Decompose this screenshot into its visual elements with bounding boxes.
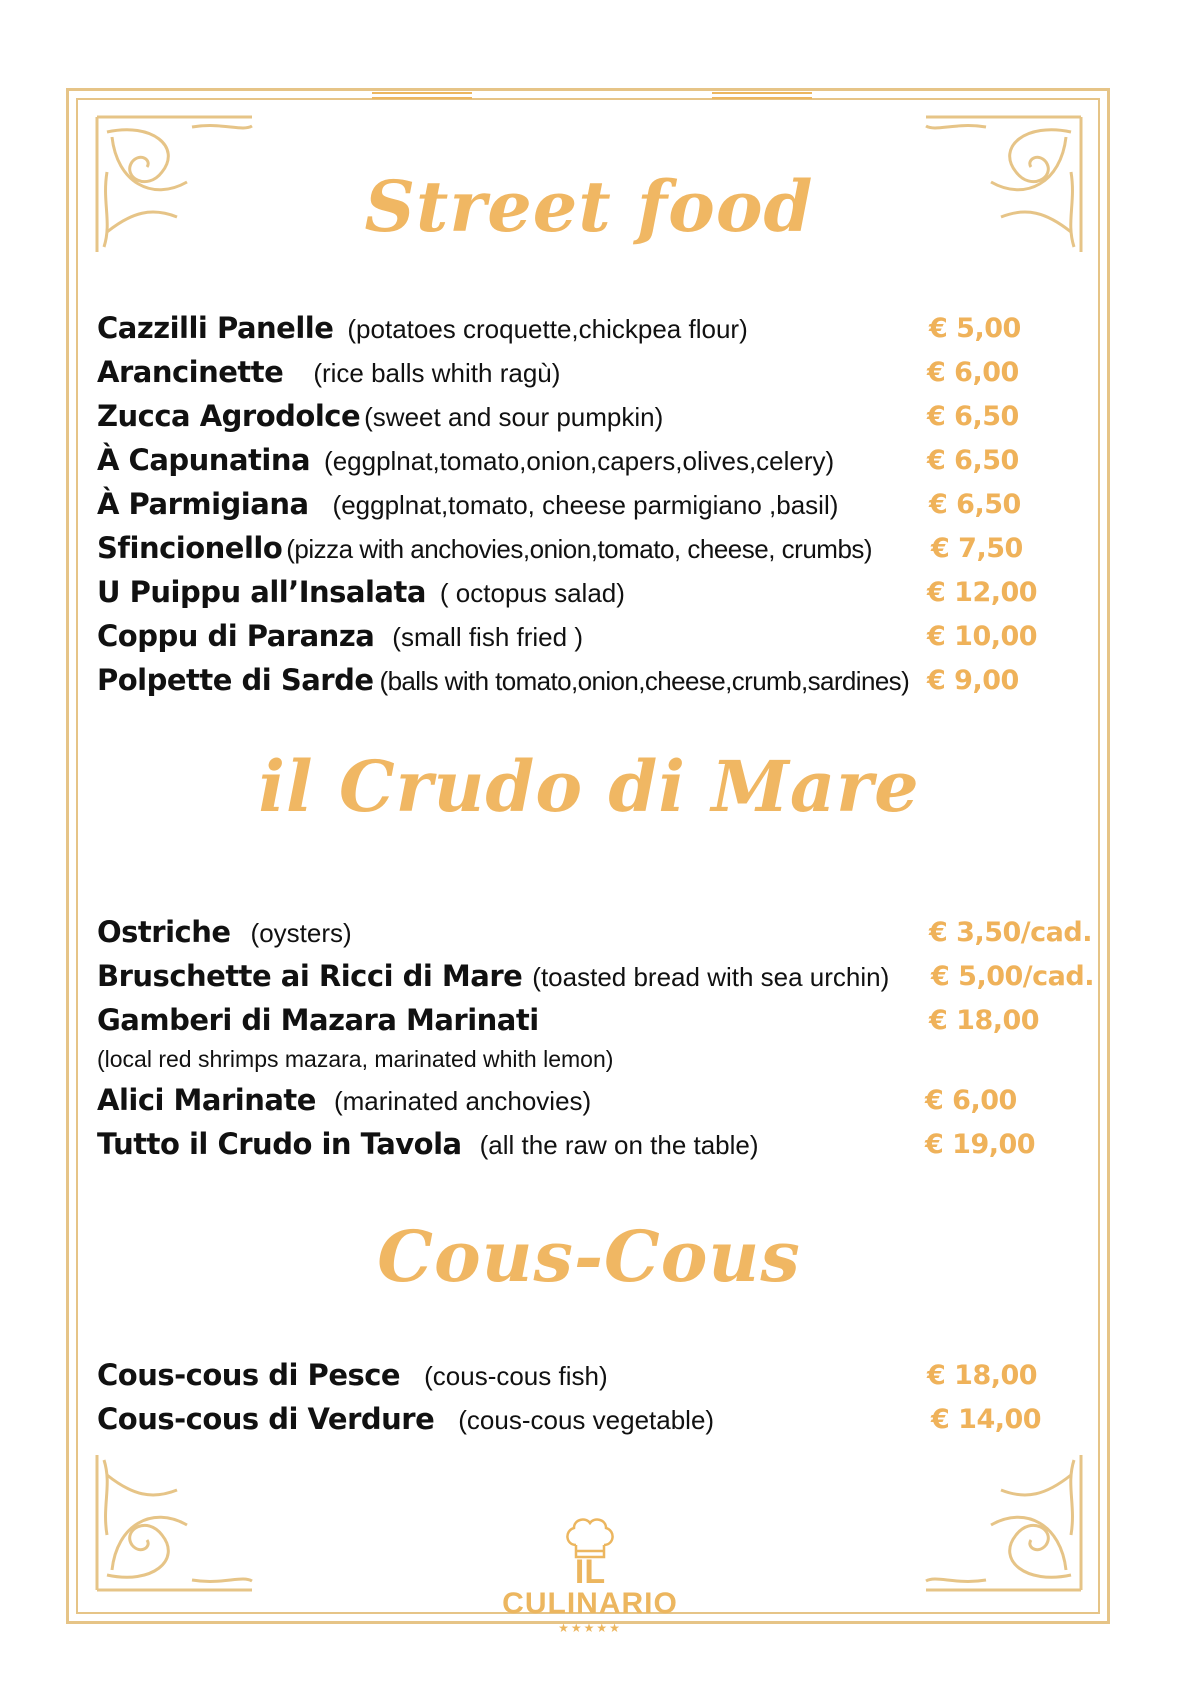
- logo-text-il: IL: [574, 1553, 606, 1591]
- item-price: € 6,00: [927, 357, 1019, 388]
- item-desc: (cous-cous fish): [424, 1361, 608, 1391]
- item-desc: (all the raw on the table): [479, 1130, 759, 1160]
- item-desc: (balls with tomato,onion,cheese,crumb,sardines): [379, 666, 910, 696]
- item-name: Cous-cous di Pesce (cous-cous fish): [97, 1358, 608, 1392]
- menu-item: [97, 355, 1077, 395]
- menu-item: [97, 915, 1092, 955]
- menu-item: [97, 619, 1077, 659]
- section-title-crudo-di-mare: il Crudo di Mare: [258, 745, 920, 828]
- item-desc: (pizza with anchovies,onion,tomato, cheese, crumbs): [286, 534, 873, 564]
- item-desc: (sweet and sour pumpkin): [364, 402, 664, 432]
- item-desc: (cous-cous vegetable): [458, 1405, 715, 1435]
- item-name: Arancinette (rice balls whith ragù): [97, 355, 561, 389]
- item-price: € 18,00: [927, 1360, 1038, 1391]
- logo-rule-right: [712, 92, 812, 102]
- item-desc: (small fish fried ): [392, 622, 583, 652]
- item-desc: ( octopus salad): [439, 578, 625, 608]
- item-name: Tutto il Crudo in Tavola (all the raw on the table): [97, 1127, 759, 1161]
- item-name: Coppu di Paranza (small fish fried ): [97, 619, 583, 653]
- item-name: Bruschette ai Ricci di Mare (toasted bread with sea urchin): [97, 959, 890, 993]
- item-price: € 6,50: [929, 489, 1021, 520]
- item-name: Gamberi di Mazara Marinati: [97, 1003, 539, 1037]
- item-name: À Parmigiana (eggplnat,tomato, cheese parmigiano ,basil): [97, 487, 839, 521]
- menu-item: [97, 1402, 1077, 1442]
- item-price: € 6,50: [927, 401, 1019, 432]
- item-price: € 12,00: [927, 577, 1038, 608]
- item-desc: (oysters): [250, 918, 352, 948]
- item-subline: (local red shrimps mazara, marinated whith lemon): [97, 1046, 614, 1072]
- item-desc: (eggplnat,tomato, cheese parmigiano ,basil): [332, 490, 839, 520]
- item-name: À Capunatina (eggplnat,tomato,onion,capers,olives,celery): [97, 443, 835, 477]
- restaurant-logo: [470, 1515, 710, 1645]
- section-title-street-food: Street food: [364, 165, 814, 248]
- menu-item: [97, 531, 1077, 571]
- corner-ornament-bottom-left: [92, 1445, 262, 1595]
- menu-item: [97, 1358, 1077, 1398]
- menu-item: [97, 311, 1077, 351]
- item-price: € 5,00/cad.: [931, 961, 1094, 992]
- menu-item: [97, 443, 1077, 483]
- item-price: € 14,00: [931, 1404, 1042, 1435]
- corner-ornament-bottom-right: [916, 1445, 1086, 1595]
- item-name: U Puippu all’Insalata ( octopus salad): [97, 575, 625, 609]
- menu-item: [97, 575, 1077, 615]
- item-desc: (potatoes croquette,chickpea flour): [347, 314, 748, 344]
- item-name: Polpette di Sarde (balls with tomato,onion,cheese,crumb,sardines): [97, 663, 910, 697]
- menu-item: [97, 399, 1077, 439]
- item-price: € 18,00: [929, 1005, 1040, 1036]
- item-price: € 10,00: [927, 621, 1038, 652]
- item-desc: (eggplnat,tomato,onion,capers,olives,celery): [324, 446, 835, 476]
- item-price: € 6,00: [925, 1085, 1017, 1116]
- menu-item: [97, 1003, 1077, 1043]
- item-price: € 6,50: [927, 445, 1019, 476]
- item-price: € 7,50: [931, 533, 1023, 564]
- item-name: Cous-cous di Verdure (cous-cous vegetable): [97, 1402, 715, 1436]
- logo-text-name: CULINARIO: [502, 1587, 678, 1620]
- logo-rule-left: [372, 92, 472, 102]
- menu-item: [97, 487, 1077, 527]
- item-name: Zucca Agrodolce (sweet and sour pumpkin): [97, 399, 664, 433]
- menu-item: [97, 1127, 1077, 1167]
- item-price: € 5,00: [929, 313, 1021, 344]
- item-name: Cazzilli Panelle (potatoes croquette,chickpea flour): [97, 311, 748, 345]
- item-name: Alici Marinate (marinated anchovies): [97, 1083, 592, 1117]
- menu-item: [97, 1083, 1077, 1123]
- logo-stars: ★★★★★: [558, 1621, 622, 1635]
- item-price: € 9,00: [927, 665, 1019, 696]
- item-price: € 3,50/cad.: [929, 917, 1092, 948]
- item-price: € 19,00: [925, 1129, 1036, 1160]
- item-name: Sfincionello (pizza with anchovies,onion,tomato, cheese, crumbs): [97, 531, 873, 565]
- section-title-cous-cous: Cous-Cous: [377, 1215, 801, 1298]
- item-desc: (marinated anchovies): [333, 1086, 592, 1116]
- item-desc: (toasted bread with sea urchin): [532, 962, 890, 992]
- item-name: Ostriche (oysters): [97, 915, 352, 949]
- menu-item: [97, 663, 1077, 703]
- item-desc: (rice balls whith ragù): [313, 358, 561, 388]
- menu-item: [97, 959, 1094, 999]
